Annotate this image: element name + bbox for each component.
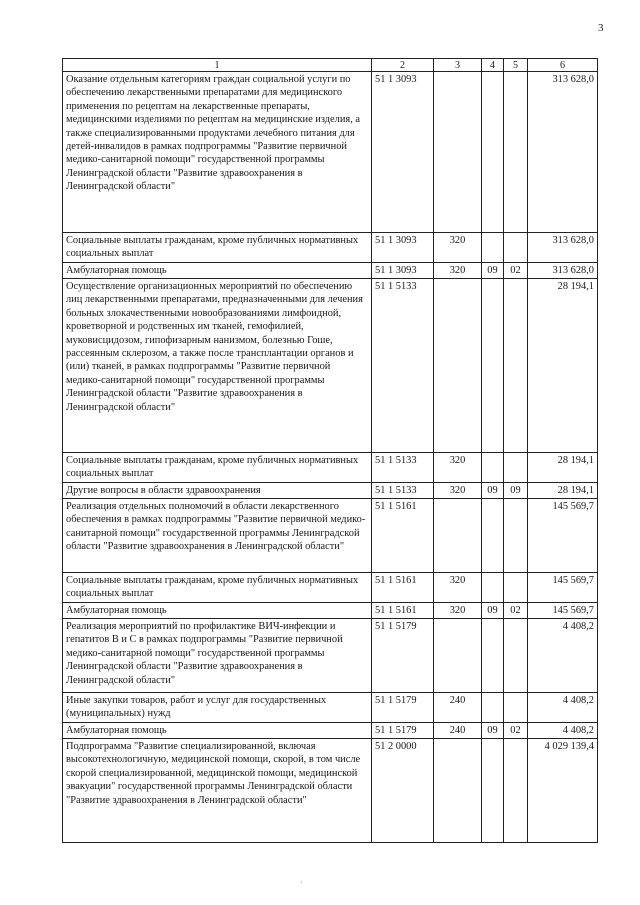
cell-name: Иные закупки товаров, работ и услуг для государственных (муниципальных) нужд: [63, 693, 372, 723]
cell-section: 09: [482, 483, 504, 499]
cell-amount: 313 628,0: [528, 263, 598, 279]
cell-subsection: 09: [504, 483, 528, 499]
table-row: [63, 619, 598, 693]
cell-subsection: [504, 279, 528, 453]
cell-expense: 320: [434, 483, 482, 499]
cell-amount: 145 569,7: [528, 499, 598, 573]
cell-code: 51 1 3093: [372, 72, 434, 233]
table-row: [63, 723, 598, 739]
cell-amount: 28 194,1: [528, 453, 598, 483]
table-row: [63, 739, 598, 843]
cell-name: Социальные выплаты гражданам, кроме публичных нормативных социальных выплат: [63, 573, 372, 603]
cell-expense: 240: [434, 693, 482, 723]
header-cell-subsection: 5: [504, 59, 528, 72]
cell-subsection: [504, 573, 528, 603]
cell-amount: 313 628,0: [528, 233, 598, 263]
cell-name: Социальные выплаты гражданам, кроме публичных нормативных социальных выплат: [63, 453, 372, 483]
cell-section: [482, 279, 504, 453]
cell-name: Амбулаторная помощь: [63, 723, 372, 739]
cell-code: 51 1 5133: [372, 279, 434, 453]
cell-section: 09: [482, 603, 504, 619]
header-cell-section: 4: [482, 59, 504, 72]
cell-section: [482, 739, 504, 843]
cell-section: 09: [482, 723, 504, 739]
table-row: [63, 453, 598, 483]
cell-code: 51 1 5179: [372, 723, 434, 739]
table-header-row: [63, 59, 598, 72]
cell-expense: 240: [434, 723, 482, 739]
cell-amount: 145 569,7: [528, 573, 598, 603]
cell-amount: 4 408,2: [528, 693, 598, 723]
table-row: [63, 499, 598, 573]
cell-name: Оказание отдельным категориям граждан социальной услуги по обеспечению лекарственными препаратами для медицинского применения по рецептам на лекарственные препараты, медицинскими изделиями по рецептам на медицинские изделия, а также специализированными продуктами лечебного питания для детей-инвалидов в рамках подпрограммы "Развитие первичной медико-санитарной помощи" государственной программы Ленинградской области "Развитие здравоохранения в Ленинградской области": [63, 72, 372, 233]
cell-amount: 4 408,2: [528, 619, 598, 693]
cell-subsection: [504, 499, 528, 573]
table-row: [63, 603, 598, 619]
page-number: 3: [598, 22, 604, 34]
cell-subsection: 02: [504, 603, 528, 619]
cell-name: Осуществление организационных мероприятий по обеспечению лиц лекарственными препаратами, предназначенными для лечения больных злокачественными новообразованиями лимфоидной, кроветворной и родственных им тканей, гемофилией, муковисцидозом, гипофизарным нанизмом, болезнью Гоше, рассеянным склерозом, а также после трансплантации органов и (или) тканей, в рамках подпрограммы "Развитие первичной медико-санитарной помощи" государственной программы Ленинградской области "Развитие здравоохранения в Ленинградской области": [63, 279, 372, 453]
cell-section: 09: [482, 263, 504, 279]
cell-name: Подпрограмма "Развитие специализированной, включая высокотехнологичную, медицинской помощи, скорой, в том числе скорой специализированной, медицинской помощи, медицинской эвакуации" государственной программы Ленинградской области "Развитие здравоохранения в Ленинградской области": [63, 739, 372, 843]
cell-subsection: [504, 739, 528, 843]
cell-name: Реализация мероприятий по профилактике ВИЧ-инфекции и гепатитов B и C в рамках подпрограммы "Развитие первичной медико-санитарной помощи" государственной программы Ленинградской области "Развитие здравоохранения в Ленинградской области": [63, 619, 372, 693]
cell-name: Реализация отдельных полномочий в области лекарственного обеспечения в рамках подпрограммы "Развитие первичной медико-санитарной помощи" государственной программы Ленинградской области "Развитие здравоохранения в Ленинградской области": [63, 499, 372, 573]
header-cell-expense: 3: [434, 59, 482, 72]
cell-code: 51 1 5161: [372, 603, 434, 619]
cell-code: 51 2 0000: [372, 739, 434, 843]
cell-expense: 320: [434, 233, 482, 263]
cell-subsection: [504, 72, 528, 233]
cell-expense: [434, 72, 482, 233]
cell-name: Другие вопросы в области здравоохранения: [63, 483, 372, 499]
table-row: [63, 573, 598, 603]
cell-subsection: [504, 453, 528, 483]
cell-code: 51 1 5133: [372, 483, 434, 499]
header-cell-name: 1: [63, 59, 372, 72]
cell-amount: 4 408,2: [528, 723, 598, 739]
cell-subsection: 02: [504, 723, 528, 739]
cell-section: [482, 72, 504, 233]
table-row: [63, 279, 598, 453]
table-row: [63, 693, 598, 723]
cell-expense: [434, 499, 482, 573]
header-cell-code: 2: [372, 59, 434, 72]
cell-section: [482, 573, 504, 603]
cell-code: 51 1 5161: [372, 573, 434, 603]
cell-amount: 28 194,1: [528, 483, 598, 499]
cell-amount: 313 628,0: [528, 72, 598, 233]
table-row: [63, 483, 598, 499]
budget-table: [62, 58, 598, 843]
cell-amount: 28 194,1: [528, 279, 598, 453]
cell-expense: [434, 279, 482, 453]
cell-code: 51 1 3093: [372, 263, 434, 279]
cell-code: 51 1 5133: [372, 453, 434, 483]
cell-name: Амбулаторная помощь: [63, 603, 372, 619]
table-row: [63, 233, 598, 263]
cell-section: [482, 499, 504, 573]
cell-expense: [434, 739, 482, 843]
header-cell-amount: 6: [528, 59, 598, 72]
cell-code: 51 1 3093: [372, 233, 434, 263]
cell-subsection: 02: [504, 263, 528, 279]
cell-expense: [434, 619, 482, 693]
cell-expense: 320: [434, 603, 482, 619]
cell-subsection: [504, 693, 528, 723]
cell-amount: 4 029 139,4: [528, 739, 598, 843]
cell-name: Амбулаторная помощь: [63, 263, 372, 279]
cell-expense: 320: [434, 453, 482, 483]
cell-amount: 145 569,7: [528, 603, 598, 619]
cell-section: [482, 453, 504, 483]
table-row: [63, 72, 598, 233]
cell-section: [482, 693, 504, 723]
cell-expense: 320: [434, 263, 482, 279]
cell-section: [482, 233, 504, 263]
cell-subsection: [504, 233, 528, 263]
cell-section: [482, 619, 504, 693]
cell-code: 51 1 5179: [372, 693, 434, 723]
cell-subsection: [504, 619, 528, 693]
table-row: [63, 263, 598, 279]
cell-expense: 320: [434, 573, 482, 603]
cell-code: 51 1 5161: [372, 499, 434, 573]
footer-mark: ·: [300, 878, 303, 887]
cell-name: Социальные выплаты гражданам, кроме публичных нормативных социальных выплат: [63, 233, 372, 263]
cell-code: 51 1 5179: [372, 619, 434, 693]
